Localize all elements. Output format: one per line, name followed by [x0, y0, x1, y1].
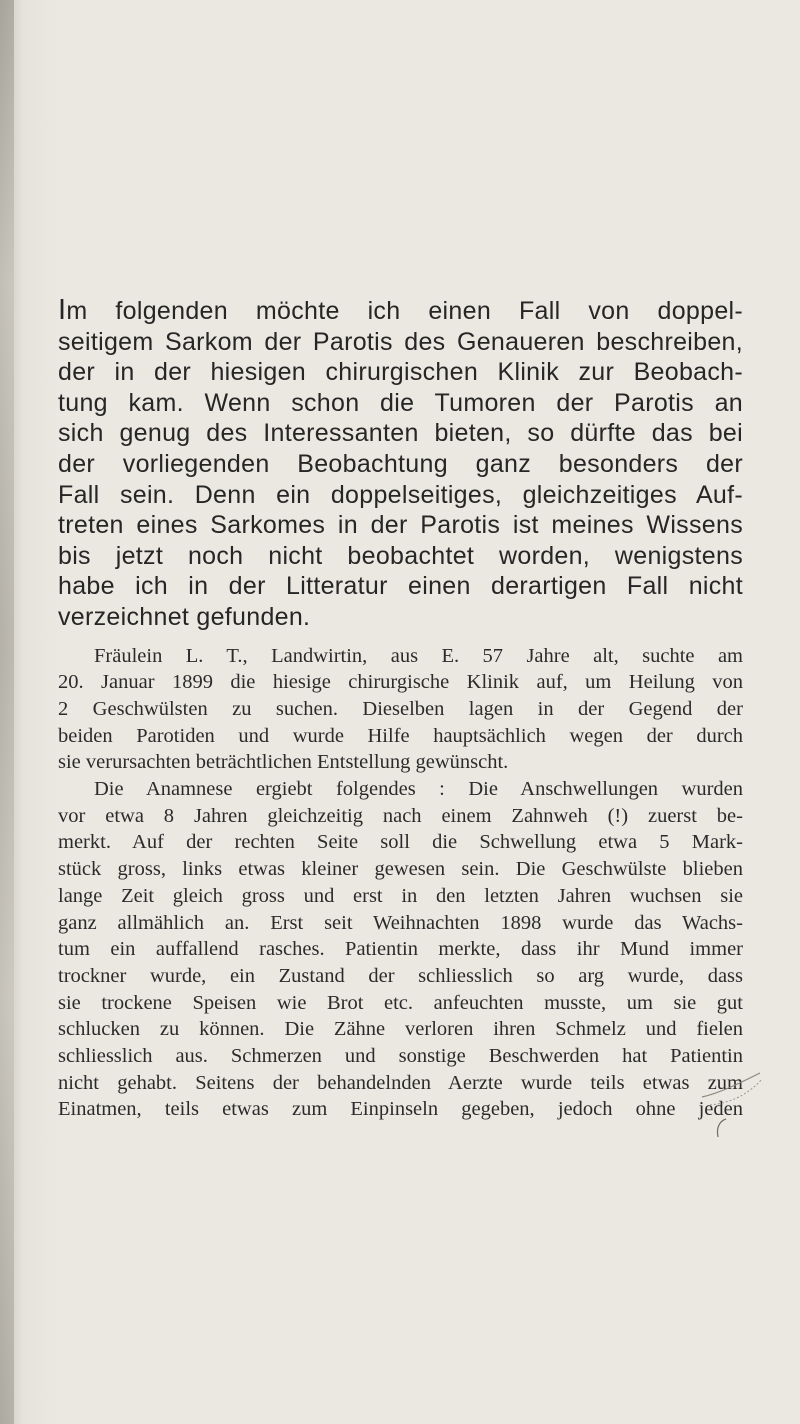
case-paragraph-2 [58, 776, 743, 1123]
case2-line-5: lange Zeit gleich gross und erst in den letzten Jahren wuchsen sie [58, 884, 743, 907]
intro-line-8: treten eines Sarkomes in der Parotis ist meines Wissens [58, 511, 743, 540]
drop-cap: I [58, 294, 67, 326]
case2-line-13: Einatmen, teils etwas zum Einpinseln gegeben, jedoch ohne jeden [58, 1098, 743, 1121]
intro-line-2: seitigem Sarkom der Parotis des Genaueren beschreiben, [58, 327, 743, 356]
case1-line-2: 20. Januar 1899 die hiesige chirurgische Klinik auf, um Heilung von [58, 671, 743, 694]
intro-line-6: der vorliegenden Beobachtung ganz besonders der [58, 449, 743, 478]
case-paragraph-1 [58, 643, 743, 777]
page-text-block [58, 295, 743, 1123]
intro-line-1: Im folgenden möchte ich einen Fall von doppel- [58, 294, 743, 326]
case1-line-4: beiden Parotiden und wurde Hilfe hauptsächlich wegen der durch [58, 724, 743, 747]
case1-line-3: 2 Geschwülsten zu suchen. Dieselben lagen in der Gegend der [58, 697, 743, 720]
intro-line-10: habe ich in der Litteratur einen derartigen Fall nicht [58, 572, 743, 601]
case2-line-1: Die Anamnese ergiebt folgendes : Die Anschwellungen wurden [94, 778, 743, 801]
case2-line-6: ganz allmählich an. Erst seit Weihnachten 1898 wurde das Wachs- [58, 911, 743, 934]
case1-line-1: Fräulein L. T., Landwirtin, aus E. 57 Jahre alt, suchte am [94, 644, 743, 667]
case2-line-10: schlucken zu können. Die Zähne verloren ihren Schmelz und fielen [58, 1018, 743, 1041]
intro-paragraph [58, 295, 743, 633]
case2-line-2: vor etwa 8 Jahren gleichzeitig nach einem Zahnweh (!) zuerst be- [58, 804, 743, 827]
case2-line-8: trockner wurde, ein Zustand der schliesslich so arg wurde, dass [58, 964, 743, 987]
case1-line-5: sie verursachten beträchtlichen Entstellung gewünscht. [58, 751, 509, 774]
intro-line-7: Fall sein. Denn ein doppelseitiges, gleichzeitiges Auf- [58, 480, 743, 509]
case2-line-3: merkt. Auf der rechten Seite soll die Schwellung etwa 5 Mark- [58, 831, 743, 854]
intro-line-4: tung kam. Wenn schon die Tumoren der Parotis an [58, 388, 743, 417]
case2-line-4: stück gross, links etwas kleiner gewesen sein. Die Geschwülste blieben [58, 858, 743, 881]
intro-line-9: bis jetzt noch nicht beobachtet worden, wenigstens [58, 541, 743, 570]
case2-line-9: sie trockene Speisen wie Brot etc. anfeuchten musste, um sie gut [58, 991, 743, 1014]
intro-line-3: der in der hiesigen chirurgischen Klinik zur Beobach- [58, 358, 743, 387]
pencil-mark-icon [700, 1065, 770, 1145]
intro-line-11: verzeichnet gefunden. [58, 602, 311, 631]
case2-line-11: schliesslich aus. Schmerzen und sonstige Beschwerden hat Patientin [58, 1045, 743, 1068]
intro-line-5: sich genug des Interessanten bieten, so dürfte das bei [58, 419, 743, 448]
case2-line-7: tum ein auffallend rasches. Patientin merkte, dass ihr Mund immer [58, 938, 743, 961]
page-binding-edge [0, 0, 14, 1424]
case2-line-12: nicht gehabt. Seitens der behandelnden Aerzte wurde teils etwas zum [58, 1071, 743, 1094]
